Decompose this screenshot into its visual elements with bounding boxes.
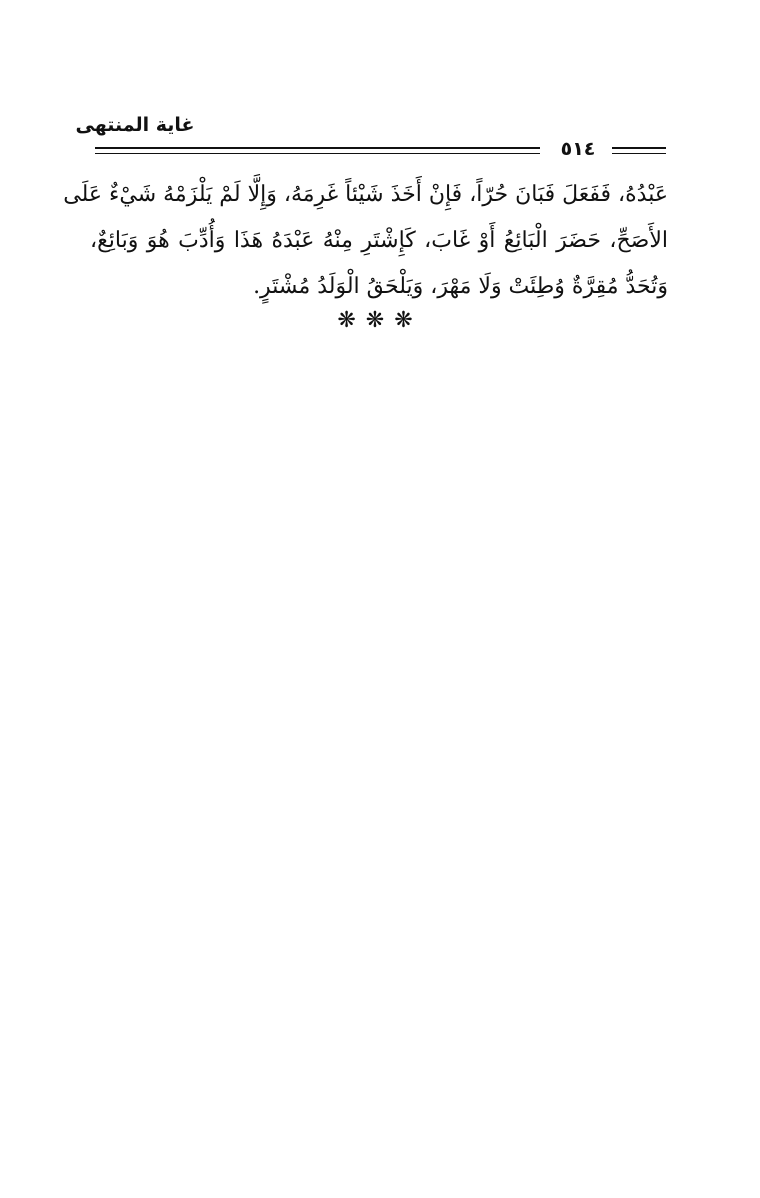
section-ornament: ❋❋❋ — [337, 308, 423, 333]
header-rule-left-top — [95, 147, 540, 149]
header-rule-left-bottom — [95, 153, 540, 154]
body-line-1: عَبْدُهُ، فَفَعَلَ فَبَانَ حُرّاً، فَإِنْ أَخَذَ شَيْئاً غَرِمَهُ، وَإِلَّا لَمْ يَلْزَمْهُ شَيْءٌ عَلَى — [63, 182, 668, 207]
body-line-2: الأَصَحِّ، حَضَرَ الْبَائِعُ أَوْ غَابَ، كَإِشْتَرِ مِنْهُ عَبْدَهُ هَذَا وَأُدِّبَ هُوَ وَبَائِعٌ، — [90, 228, 668, 253]
running-title: غاية المنتهى — [75, 114, 195, 136]
body-paragraph — [63, 172, 668, 310]
header-rule-right-bottom — [612, 153, 666, 154]
body-line-3: وَتُحَدُّ مُقِرَّةٌ وُطِئَتْ وَلَا مَهْرَ، وَيَلْحَقُ الْوَلَدُ مُشْتَرٍ. — [253, 274, 668, 299]
page-number: ٥١٤ — [560, 138, 596, 160]
header-rule-right-top — [612, 147, 666, 149]
body-text — [63, 172, 668, 310]
